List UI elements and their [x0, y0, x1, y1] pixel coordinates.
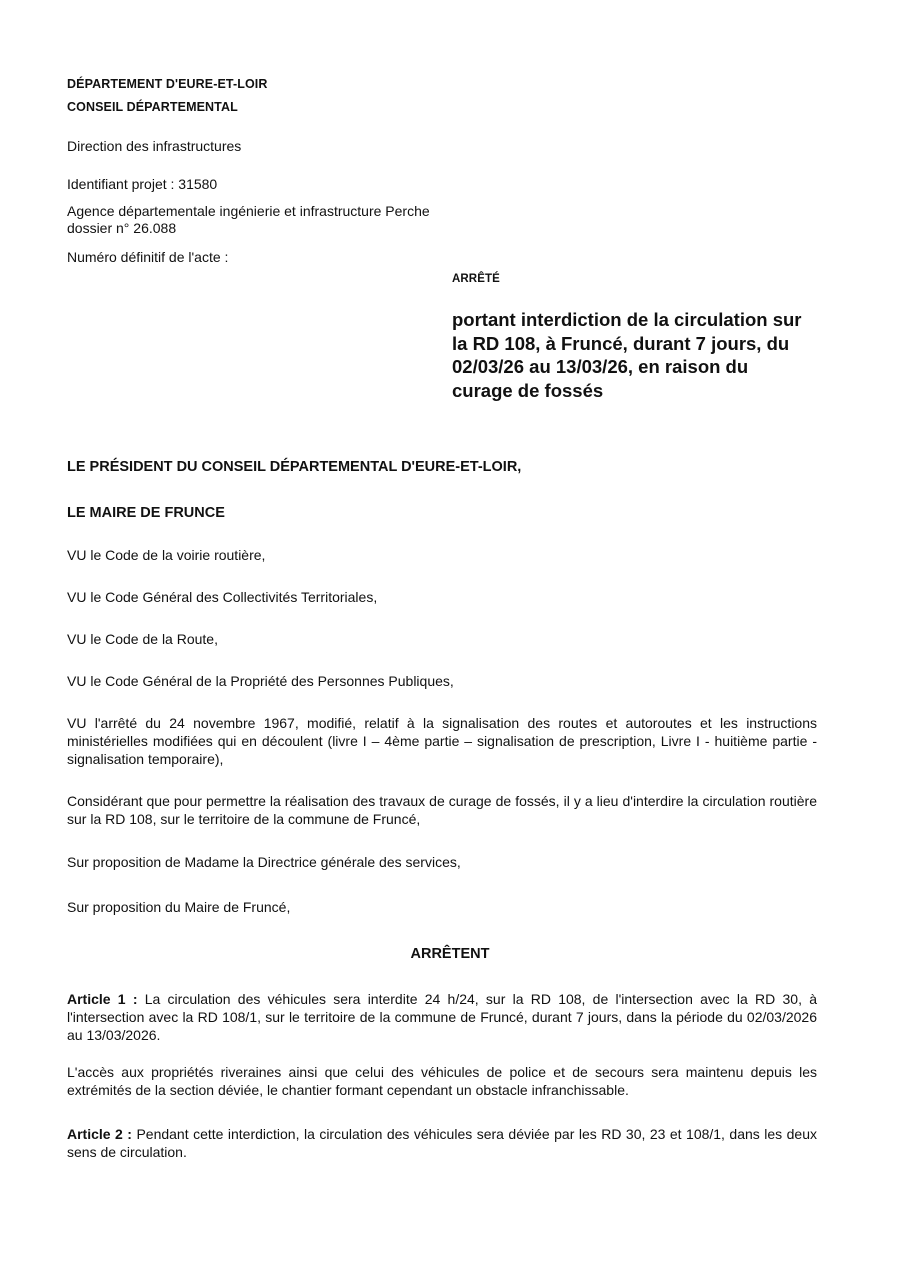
agency — [67, 203, 430, 237]
decree-title: portant interdiction de la circulation sur la RD 108, à Fruncé, durant 7 jours, du 02/03/26 au 13/03/26, en raison du curage de fossés — [452, 309, 802, 401]
act-number: Numéro définitif de l'acte : — [67, 249, 229, 265]
mayor-heading: LE MAIRE DE FRUNCE — [67, 505, 225, 521]
visa-propriete: VU le Code Général de la Propriété des Personnes Publiques, — [67, 673, 454, 689]
article-2 — [67, 1125, 817, 1161]
article-2-text: Pendant cette interdiction, la circulation des véhicules sera déviée par les RD 30, 23 et 108/1, dans les deux sens de circulation. — [67, 1126, 817, 1160]
visa-cgct: VU le Code Général des Collectivités Territoriales, — [67, 589, 378, 605]
visa-arrete-1967: VU l'arrêté du 24 novembre 1967, modifié, relatif à la signalisation des routes et autoroutes et les instructions ministérielles modifiées qui en découlent (livre I – 4ème partie – signalisation de prescription, Livre I - huitième partie - signalisation temporaire), — [67, 715, 817, 767]
department-name: DÉPARTEMENT D'EURE-ET-LOIR — [67, 77, 268, 91]
decision-heading: ARRÊTENT — [410, 946, 490, 962]
project-id: Identifiant projet : 31580 — [67, 176, 218, 192]
article-1-access: L'accès aux propriétés riveraines ainsi que celui des véhicules de police et de secours sera maintenu depuis les extrémités de la section déviée, le chantier formant cependant un obstacle infranchissable. — [67, 1064, 817, 1098]
visa-voirie: VU le Code de la voirie routière, — [67, 547, 266, 563]
considerant: Considérant que pour permettre la réalisation des travaux de curage de fossés, il y a lieu d'interdire la circulation routière sur la RD 108, sur le territoire de la commune de Fruncé, — [67, 793, 817, 827]
article-1 — [67, 990, 817, 1044]
decree-label: ARRÊTÉ — [452, 273, 500, 285]
agency-line-1: Agence départementale ingénierie et infrastructure Perche — [67, 203, 430, 219]
article-2-label: Article 2 : — [67, 1126, 132, 1142]
proposal-mayor: Sur proposition du Maire de Fruncé, — [67, 899, 291, 915]
proposal-director: Sur proposition de Madame la Directrice générale des services, — [67, 854, 461, 870]
article-1-label: Article 1 : — [67, 991, 138, 1007]
visa-route: VU le Code de la Route, — [67, 631, 218, 647]
president-heading: LE PRÉSIDENT DU CONSEIL DÉPARTEMENTAL D'EURE-ET-LOIR, — [67, 459, 522, 475]
direction: Direction des infrastructures — [67, 138, 242, 154]
article-1-text: La circulation des véhicules sera interdite 24 h/24, sur la RD 108, de l'intersection avec la RD 30, à l'intersection avec la RD 108/1, sur le territoire de la commune de Fruncé, durant 7 jours, dans la période du 02/03/2026 au 13/03/2026. — [67, 991, 817, 1043]
council-name: CONSEIL DÉPARTEMENTAL — [67, 100, 238, 114]
agency-line-2: dossier n° 26.088 — [67, 220, 177, 236]
